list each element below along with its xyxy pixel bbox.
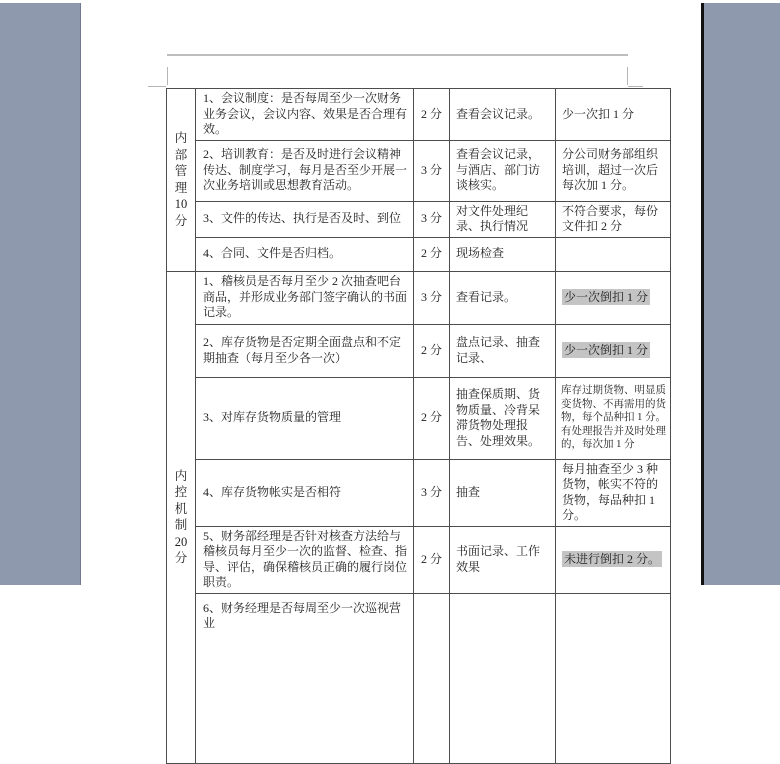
canvas-left [0, 3, 81, 585]
grid-tick [628, 86, 643, 87]
item-cell: 1、稽核员是否每月至少 2 次抽查吧台商品，并形成业务部门签字确认的书面记录。 [196, 271, 414, 324]
check-cell: 抽查 [450, 459, 556, 526]
grid-tick [627, 67, 628, 85]
table-row [167, 593, 671, 763]
category-char: 制 [174, 518, 188, 532]
category-char: 机 [174, 501, 188, 516]
canvas-right [704, 3, 780, 585]
grid-tick [148, 86, 166, 87]
score-cell: 3 分 [414, 459, 450, 526]
deduct-cell: 每月抽查至少 3 种货物，帐实不符的货物，每品种扣 1 分。 [556, 459, 671, 526]
table-row [167, 237, 671, 271]
table-row [167, 89, 671, 141]
page-edge-shadow [701, 3, 704, 585]
score-cell: 2 分 [414, 237, 450, 271]
score-cell: 2 分 [414, 324, 450, 377]
category-char: 分 [174, 551, 188, 565]
score-cell: 3 分 [414, 271, 450, 324]
category-char: 管 [174, 164, 188, 179]
check-cell: 抽查保质期、货物质量、冷背呆滞货物处理报告、处理效果。 [450, 377, 556, 459]
item-cell: 6、财务经理是否每周至少一次巡视营业 [196, 593, 414, 763]
table-row [167, 526, 671, 593]
category-char: 控 [174, 485, 188, 499]
deduct-highlight: 少一次倒扣 1 分 [564, 342, 649, 357]
item-cell: 1、会议制度：是否每周至少一次财务业务会议，会议内容、效果是否合理有效。 [196, 89, 414, 141]
deduct-cell [556, 593, 671, 763]
deduct-cell: 不符合要求，每份文件扣 2 分 [556, 201, 671, 237]
table-row [167, 140, 671, 201]
check-cell: 书面记录、工作效果 [450, 526, 556, 593]
category-char: 分 [174, 213, 188, 228]
deduct-cell [556, 526, 671, 593]
category-char: 内 [174, 468, 188, 483]
check-cell: 盘点记录、抽查记录、 [450, 324, 556, 377]
deduct-highlight: 少一次倒扣 1 分 [564, 289, 649, 304]
table-row [167, 201, 671, 237]
check-cell: 对文件处理纪录、执行情况 [450, 201, 556, 237]
assessment-table [166, 88, 671, 764]
deduct-cell [556, 271, 671, 324]
deduct-cell [556, 324, 671, 377]
category-cell [167, 89, 196, 272]
item-cell: 4、库存货物帐实是否相符 [196, 459, 414, 526]
category-char: 理 [174, 180, 188, 195]
item-cell: 2、库存货物是否定期全面盘点和不定期抽查（每月至少各一次） [196, 324, 414, 377]
category-char: 部 [174, 147, 188, 162]
ruler-line [167, 54, 628, 56]
deduct-cell: 库存过期货物、明显质变货物、不再需用的货物，每个品种扣 1 分。有处理报告并及时处理的，每次加 1 分 [556, 377, 671, 459]
score-cell: 2 分 [414, 526, 450, 593]
deduct-highlight: 未进行倒扣 2 分。 [564, 551, 661, 566]
category-char: 内 [174, 131, 188, 146]
table-row [167, 271, 671, 324]
category-char: 20 [174, 534, 188, 549]
table-row [167, 377, 671, 459]
category-char: 10 [174, 197, 188, 212]
check-cell: 查看记录。 [450, 271, 556, 324]
table-row [167, 459, 671, 526]
score-cell: 2 分 [414, 89, 450, 141]
item-cell: 5、财务部经理是否针对核查方法给与稽核员每月至少一次的监督、检查、指导、评估，确保稽核员正确的履行岗位职责。 [196, 526, 414, 593]
score-cell: 3 分 [414, 201, 450, 237]
check-cell: 查看会议记录，与酒店、部门访谈核实。 [450, 140, 556, 201]
deduct-cell: 少一次扣 1 分 [556, 89, 671, 141]
item-cell: 2、培训教育：是否及时进行会议精神传达、制度学习，每月是否至少开展一次业务培训或思想教育活动。 [196, 140, 414, 201]
category-cell [167, 271, 196, 763]
grid-tick [167, 67, 168, 85]
check-cell: 现场检查 [450, 237, 556, 271]
check-cell [450, 593, 556, 763]
item-cell: 3、对库存货物质量的管理 [196, 377, 414, 459]
deduct-cell: 分公司财务部组织培训，超过一次后每次加 1 分。 [556, 140, 671, 201]
item-cell: 3、文件的传达、执行是否及时、到位 [196, 201, 414, 237]
check-cell: 查看会议记录。 [450, 89, 556, 141]
score-cell: 3 分 [414, 140, 450, 201]
deduct-cell [556, 237, 671, 271]
item-cell: 4、合同、文件是否归档。 [196, 237, 414, 271]
table-row [167, 324, 671, 377]
score-cell: 2 分 [414, 377, 450, 459]
score-cell [414, 593, 450, 763]
